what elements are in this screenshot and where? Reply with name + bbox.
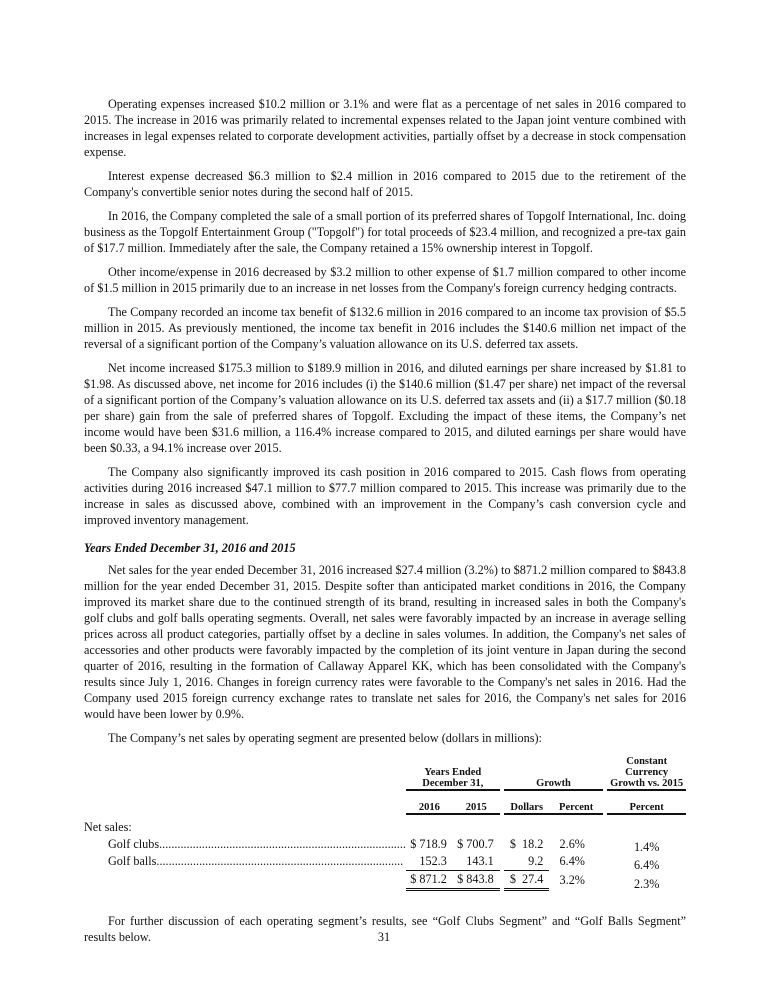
header-constant-currency: Constant Currency Growth vs. 2015	[607, 756, 686, 790]
table-row	[84, 853, 686, 871]
paragraph-topgolf: In 2016, the Company completed the sale of a small portion of its preferred shares of Topgolf International, Inc. doing business as the Topgolf Entertainment Group ("Topgolf") for total proceeds of $23.4 million, and recognized a pre-tax gain of $17.7 million. Immediately after the sale, the Company retained a 15% ownership interest in Topgolf.	[84, 209, 686, 255]
net-sales-label: Net sales:	[84, 820, 132, 834]
header-2016: 2016	[406, 790, 453, 814]
total-dollars: $ 27.4	[504, 871, 549, 890]
table-row	[84, 836, 686, 853]
header-2015: 2015	[453, 790, 500, 814]
document-body	[84, 96, 686, 953]
total-percent: 3.2%	[559, 872, 585, 887]
total-cc: 2.3%	[633, 876, 660, 891]
total-2015: $ 843.8	[453, 871, 500, 890]
cell-2015: $ 700.7	[457, 837, 494, 851]
header-percent: Percent	[549, 790, 603, 814]
cell-2016: 152.3	[406, 853, 453, 871]
paragraph-net-sales: Net sales for the year ended December 31, 2016 increased $27.4 million (3.2%) to $871.2 million compared to $843.8 million for the year ended December 31, 2015. Despite softer than anticipated market conditions in 2016, the Company improved its market share due to the continued strength of its brand, resulting in increased sales in both the Company's golf clubs and golf balls operating segments. Overall, net sales were favorably impacted by an increase in average selling prices across all product categories, partially offset by a decline in sales volumes. In addition, the Company's net sales of accessories and other products were favorably impacted by the completion of its joint venture in Japan during the second quarter of 2016, resulting in the formation of Callaway Apparel KK, which has been consolidated with the Company's results since July 1, 2016. Changes in foreign currency rates were favorable to the Company's net sales in 2016. Had the Company used 2015 foreign currency exchange rates to translate net sales for 2016, the Company's net sales for 2016 would have been lower by 0.9%.	[84, 563, 686, 721]
header-years-ended: Years Ended December 31,	[406, 756, 500, 790]
net-sales-table	[84, 756, 686, 891]
cell-2016: $ 718.9	[410, 837, 447, 851]
page-number: 31	[377, 930, 391, 944]
cell-dollars: 9.2	[504, 853, 549, 871]
header-cc-percent: Percent	[607, 790, 686, 814]
cell-dollars: $ 18.2	[509, 837, 544, 851]
total-2016: $ 871.2	[406, 871, 453, 890]
paragraph-further-discussion: For further discussion of each operating segment’s results, see “Golf Clubs Segment” and “Golf Balls Segment” results below.	[84, 914, 686, 944]
cell-percent: 2.6%	[559, 837, 585, 851]
row-label-golf-clubs: Golf clubs.................................................................................	[108, 837, 406, 851]
row-label-golf-balls: Golf balls.................................................................................	[108, 854, 404, 869]
paragraph-income-tax: The Company recorded an income tax benefit of $132.6 million in 2016 compared to an income tax provision of $5.5 million in 2015. As previously mentioned, the income tax benefit in 2016 includes the $140.6 million net impact of the reversal of a significant portion of the Company’s valuation allowance on its U.S. deferred tax assets.	[84, 305, 686, 351]
paragraph-cash-position: The Company also significantly improved its cash position in 2016 compared to 2015. Cash flows from operating activities during 2016 increased $47.1 million to $77.7 million compared to 2015. This increase was primarily due to the increase in sales as discussed above, combined with an improvement in the Company’s cash conversion cycle and improved inventory management.	[84, 465, 686, 527]
paragraph-operating-expenses: Operating expenses increased $10.2 million or 3.1% and were flat as a percentage of net sales in 2016 compared to 2015. The increase in 2016 was primarily related to incremental expenses related to the Japan joint venture combined with increases in legal expenses related to corporate development activities, partially offset by a decrease in stock compensation expense.	[84, 97, 686, 159]
cell-cc: 6.4%	[633, 857, 660, 872]
paragraph-other-income: Other income/expense in 2016 decreased by $3.2 million to other expense of $1.7 million compared to other income of $1.5 million in 2015 primarily due to an increase in net losses from the Company's foreign currency hedging contracts.	[84, 265, 686, 295]
section-heading: Years Ended December 31, 2016 and 2015	[84, 541, 296, 555]
paragraph-interest-expense: Interest expense decreased $6.3 million to $2.4 million in 2016 compared to 2015 due to the retirement of the Company's convertible senior notes during the second half of 2015.	[84, 169, 686, 199]
cell-percent: 6.4%	[559, 854, 585, 869]
cell-cc: 1.4%	[633, 840, 660, 854]
paragraph-net-income: Net income increased $175.3 million to $189.9 million in 2016, and diluted earnings per share increased by $1.81 to $1.98. As discussed above, net income for 2016 includes (i) the $140.6 million ($1.47 per share) net impact of the reversal of a significant portion of the Company’s valuation allowance on its U.S. deferred tax assets and (ii) a $17.7 million ($0.18 per share) gain from the sale of preferred shares of Topgolf. Excluding the impact of these items, the Company’s net income would have been $31.6 million, a 116.4% increase compared to 2015, and diluted earnings per share would have been $0.33, a 94.1% increase over 2015.	[84, 361, 686, 455]
header-growth: Growth	[504, 756, 603, 790]
header-dollars: Dollars	[504, 790, 549, 814]
table-total-row	[84, 871, 686, 890]
cell-2015: 143.1	[453, 853, 500, 871]
table-intro: The Company’s net sales by operating segment are presented below (dollars in millions):	[108, 731, 542, 745]
